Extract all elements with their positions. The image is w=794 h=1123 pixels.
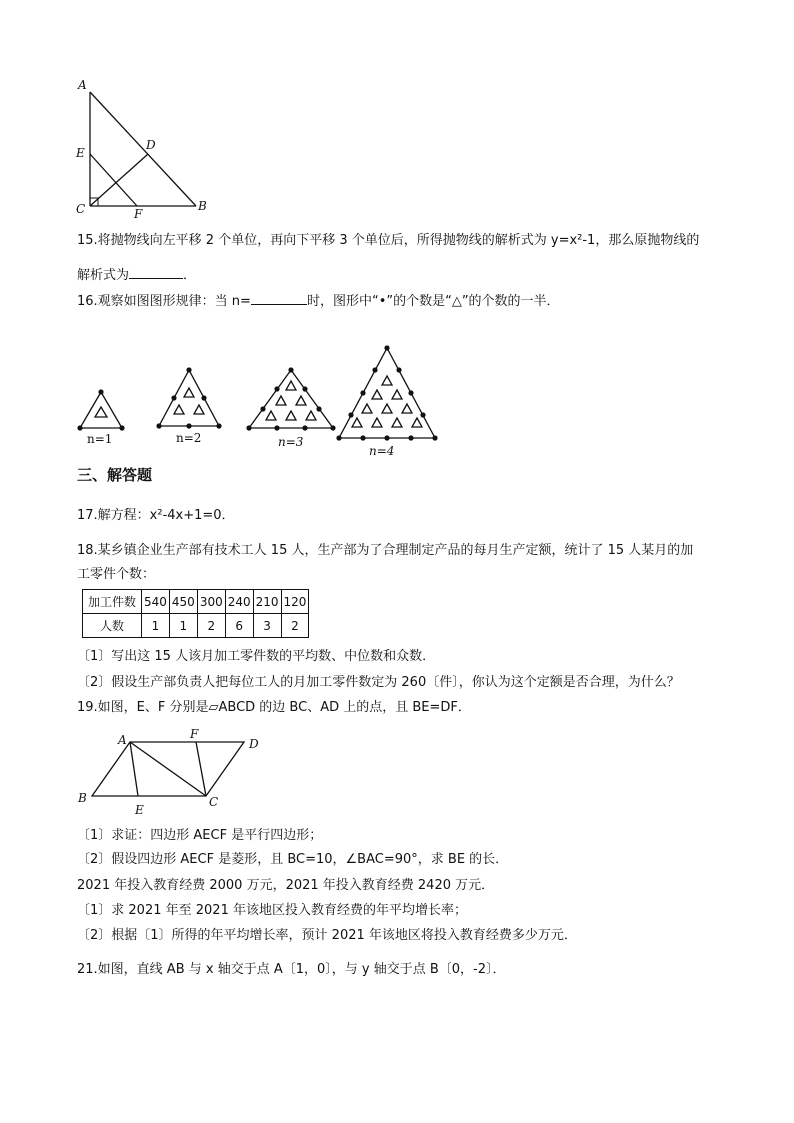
question-19-sub-2: 〔2〕假设四边形 AECF 是菱形，且 BC=10，∠BAC=90°，求 BE 的长． xyxy=(77,852,509,867)
question-20-sub-1: 〔1〕求 2021 年至 2021 年该地区投入教育经费的年平均增长率； xyxy=(77,903,467,918)
question-15-prefix: 解析式为 xyxy=(77,268,130,283)
point-label-d: D xyxy=(249,737,259,751)
point-label-f: F xyxy=(190,728,199,741)
question-20-sub-2: 〔2〕根据〔1〕所得的年平均增长率，预计 2021 年该地区将投入教育经费多少万元． xyxy=(77,928,577,943)
question-15-line-2 xyxy=(77,266,196,285)
question-16-text xyxy=(77,292,560,311)
question-19-sub-1: 〔1〕求证：四边形 AECF 是平行四边形； xyxy=(77,828,323,843)
table-cell: 3 xyxy=(253,614,281,638)
point-label-c: C xyxy=(76,202,86,216)
table-header-cell: 加工件数 xyxy=(83,590,142,614)
table-cell: 450 xyxy=(169,590,197,614)
point-label-b: B xyxy=(198,199,207,213)
pattern-caption-n2: n=2 xyxy=(176,431,202,445)
parts-count-table xyxy=(82,589,309,638)
pattern-caption-n1: n=1 xyxy=(87,432,113,446)
question-15-suffix: ． xyxy=(183,268,197,283)
table-row xyxy=(83,614,309,638)
table-cell: 120 xyxy=(281,590,309,614)
question-21-text: 21.如图，直线 AB 与 x 轴交于点 A〔1，0〕，与 y 轴交于点 B〔0，-2〕． xyxy=(77,962,506,977)
point-label-a: A xyxy=(118,733,127,747)
table-cell: 300 xyxy=(197,590,225,614)
table-cell: 2 xyxy=(281,614,309,638)
table-cell: 6 xyxy=(225,614,253,638)
section-heading: 三、解答题 xyxy=(77,466,153,484)
question-20-line-1: 2021 年投入教育经费 2000 万元，2021 年投入教育经费 2420 万元． xyxy=(77,878,495,893)
parallelogram-figure-q19 xyxy=(72,728,272,820)
point-label-b: B xyxy=(78,791,87,805)
point-label-c: C xyxy=(209,795,219,809)
answer-blank-q16[interactable] xyxy=(251,292,307,305)
question-17-text: 17.解方程：x²-4x+1=0． xyxy=(77,508,235,523)
point-label-a: A xyxy=(78,78,87,92)
point-label-e: E xyxy=(76,146,85,160)
question-18-line-1: 18.某乡镇企业生产部有技术工人 15 人，生产部为了合理制定产品的每月生产定额，统计了 15 人某月的加 xyxy=(77,543,694,558)
question-19-line-1: 19.如图，E、F 分别是▱ABCD 的边 BC、AD 上的点，且 BE=DF． xyxy=(77,700,471,715)
point-label-f: F xyxy=(134,207,143,221)
pattern-caption-n4: n=4 xyxy=(369,444,395,458)
answer-blank-q15[interactable] xyxy=(129,266,183,279)
pattern-caption-n3: n=3 xyxy=(278,435,304,449)
table-cell: 210 xyxy=(253,590,281,614)
question-15-line-1: 15.将抛物线向左平移 2 个单位，再向下平移 3 个单位后，所得抛物线的解析式为 y=x²-1，那么原抛物线的 xyxy=(77,233,700,248)
point-label-e: E xyxy=(135,803,144,817)
question-18-sub-1: 〔1〕写出这 15 人该月加工零件数的平均数、中位数和众数． xyxy=(77,649,436,664)
question-16-suffix: 时，图形中“•”的个数是“△”的个数的一半． xyxy=(306,294,560,309)
point-label-d: D xyxy=(146,138,156,152)
table-row xyxy=(83,590,309,614)
triangle-figure-q14 xyxy=(70,74,220,224)
question-18-line-2: 工零件个数： xyxy=(77,567,156,582)
table-header-cell: 人数 xyxy=(83,614,142,638)
question-16-prefix: 16.观察如图图形规律：当 n= xyxy=(77,294,251,309)
table-cell: 540 xyxy=(142,590,170,614)
table-cell: 2 xyxy=(197,614,225,638)
table-cell: 1 xyxy=(142,614,170,638)
table-cell: 240 xyxy=(225,590,253,614)
table-cell: 1 xyxy=(169,614,197,638)
question-18-sub-2: 〔2〕假设生产部负责人把每位工人的月加工零件数定为 260〔件〕，你认为这个定额是否合理，为什么？ xyxy=(77,675,680,690)
